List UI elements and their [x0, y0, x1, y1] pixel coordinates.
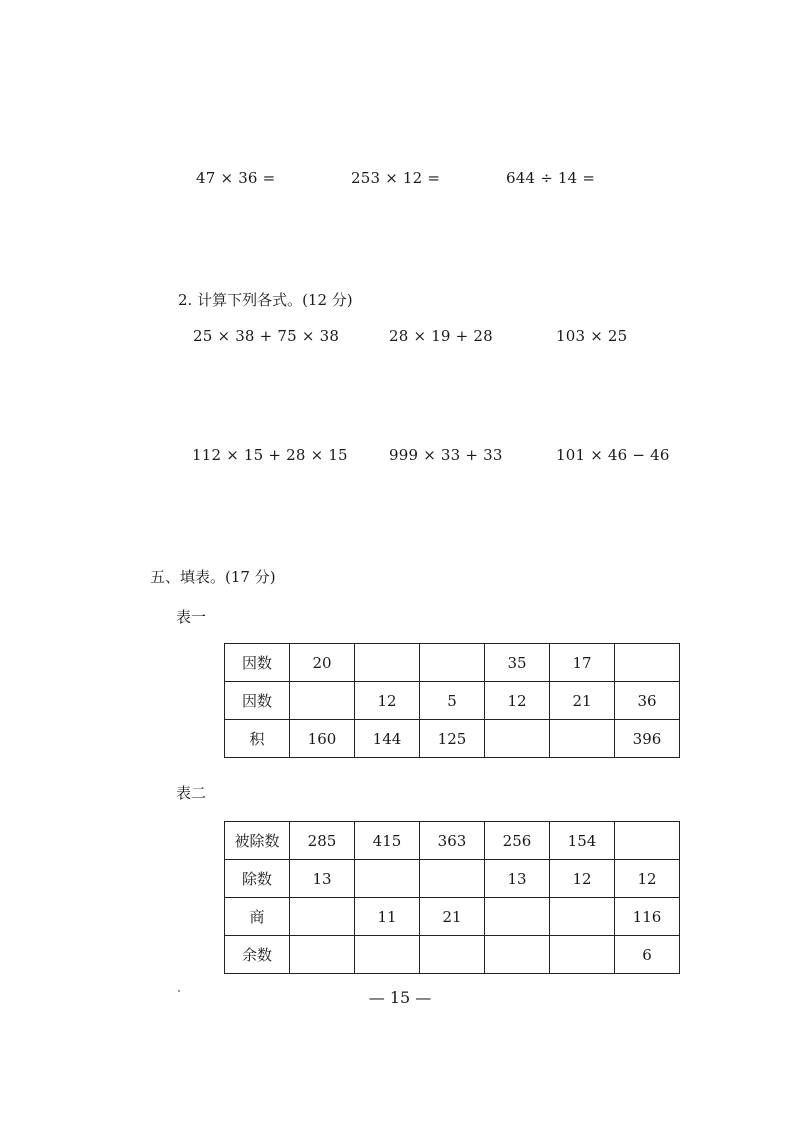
row-header: 除数 [225, 860, 290, 898]
table-2-caption: 表二 [176, 784, 207, 802]
table-1-row-product [225, 720, 680, 758]
table-cell: 21 [420, 898, 485, 936]
table-1-caption: 表一 [176, 608, 207, 626]
table-cell: 6 [615, 936, 680, 974]
table-2-row-divisor [225, 860, 680, 898]
row-header: 商 [225, 898, 290, 936]
table-cell: 256 [485, 822, 550, 860]
row-header: 余数 [225, 936, 290, 974]
table-2-row-quotient [225, 898, 680, 936]
table-cell: 160 [290, 720, 355, 758]
section-2-title: 2. 计算下列各式。(12 分) [178, 291, 353, 309]
expr-r2-1: 112 × 15 + 28 × 15 [192, 446, 348, 464]
expr-r2-2: 999 × 33 + 33 [389, 446, 503, 464]
expr-r1-1: 25 × 38 + 75 × 38 [193, 327, 340, 345]
row-header: 积 [225, 720, 290, 758]
table-cell: 5 [420, 682, 485, 720]
table-cell: 35 [485, 644, 550, 682]
row-header: 因数 [225, 644, 290, 682]
table-cell: 12 [550, 860, 615, 898]
table-cell [485, 936, 550, 974]
table-cell: 144 [355, 720, 420, 758]
table-cell [550, 898, 615, 936]
table-cell: 17 [550, 644, 615, 682]
table-cell: 116 [615, 898, 680, 936]
table-cell: 363 [420, 822, 485, 860]
table-cell [485, 898, 550, 936]
table-cell: 13 [485, 860, 550, 898]
table-cell [420, 644, 485, 682]
table-cell [355, 936, 420, 974]
table-cell [355, 644, 420, 682]
expr-253x12: 253 × 12 = [351, 169, 441, 187]
table-cell: 13 [290, 860, 355, 898]
table-cell: 396 [615, 720, 680, 758]
table-cell: 36 [615, 682, 680, 720]
row-header: 因数 [225, 682, 290, 720]
table-cell [550, 720, 615, 758]
table-cell: 11 [355, 898, 420, 936]
table-cell: 12 [615, 860, 680, 898]
table-2 [224, 821, 680, 974]
table-cell [290, 682, 355, 720]
expr-r2-3: 101 × 46 − 46 [556, 446, 670, 464]
table-1-row-factor-a [225, 644, 680, 682]
table-cell: 21 [550, 682, 615, 720]
table-cell [420, 860, 485, 898]
row-header: 被除数 [225, 822, 290, 860]
scan-speck [178, 990, 180, 992]
table-cell: 20 [290, 644, 355, 682]
table-cell [615, 644, 680, 682]
table-cell [550, 936, 615, 974]
table-1-row-factor-b [225, 682, 680, 720]
table-cell [485, 720, 550, 758]
table-cell: 12 [355, 682, 420, 720]
table-cell: 12 [485, 682, 550, 720]
table-cell: 125 [420, 720, 485, 758]
table-1 [224, 643, 680, 758]
table-cell [420, 936, 485, 974]
table-2-row-remainder [225, 936, 680, 974]
expr-47x36: 47 × 36 = [196, 169, 276, 187]
table-cell: 285 [290, 822, 355, 860]
expr-r1-2: 28 × 19 + 28 [389, 327, 493, 345]
expr-r1-3: 103 × 25 [556, 327, 628, 345]
page-number: — 15 — [368, 988, 432, 1007]
table-cell: 415 [355, 822, 420, 860]
table-cell [355, 860, 420, 898]
table-cell: 154 [550, 822, 615, 860]
table-cell [290, 898, 355, 936]
table-cell [290, 936, 355, 974]
expr-644div14: 644 ÷ 14 = [506, 169, 596, 187]
table-cell [615, 822, 680, 860]
section-5-title: 五、填表。(17 分) [150, 568, 276, 586]
table-2-row-dividend [225, 822, 680, 860]
